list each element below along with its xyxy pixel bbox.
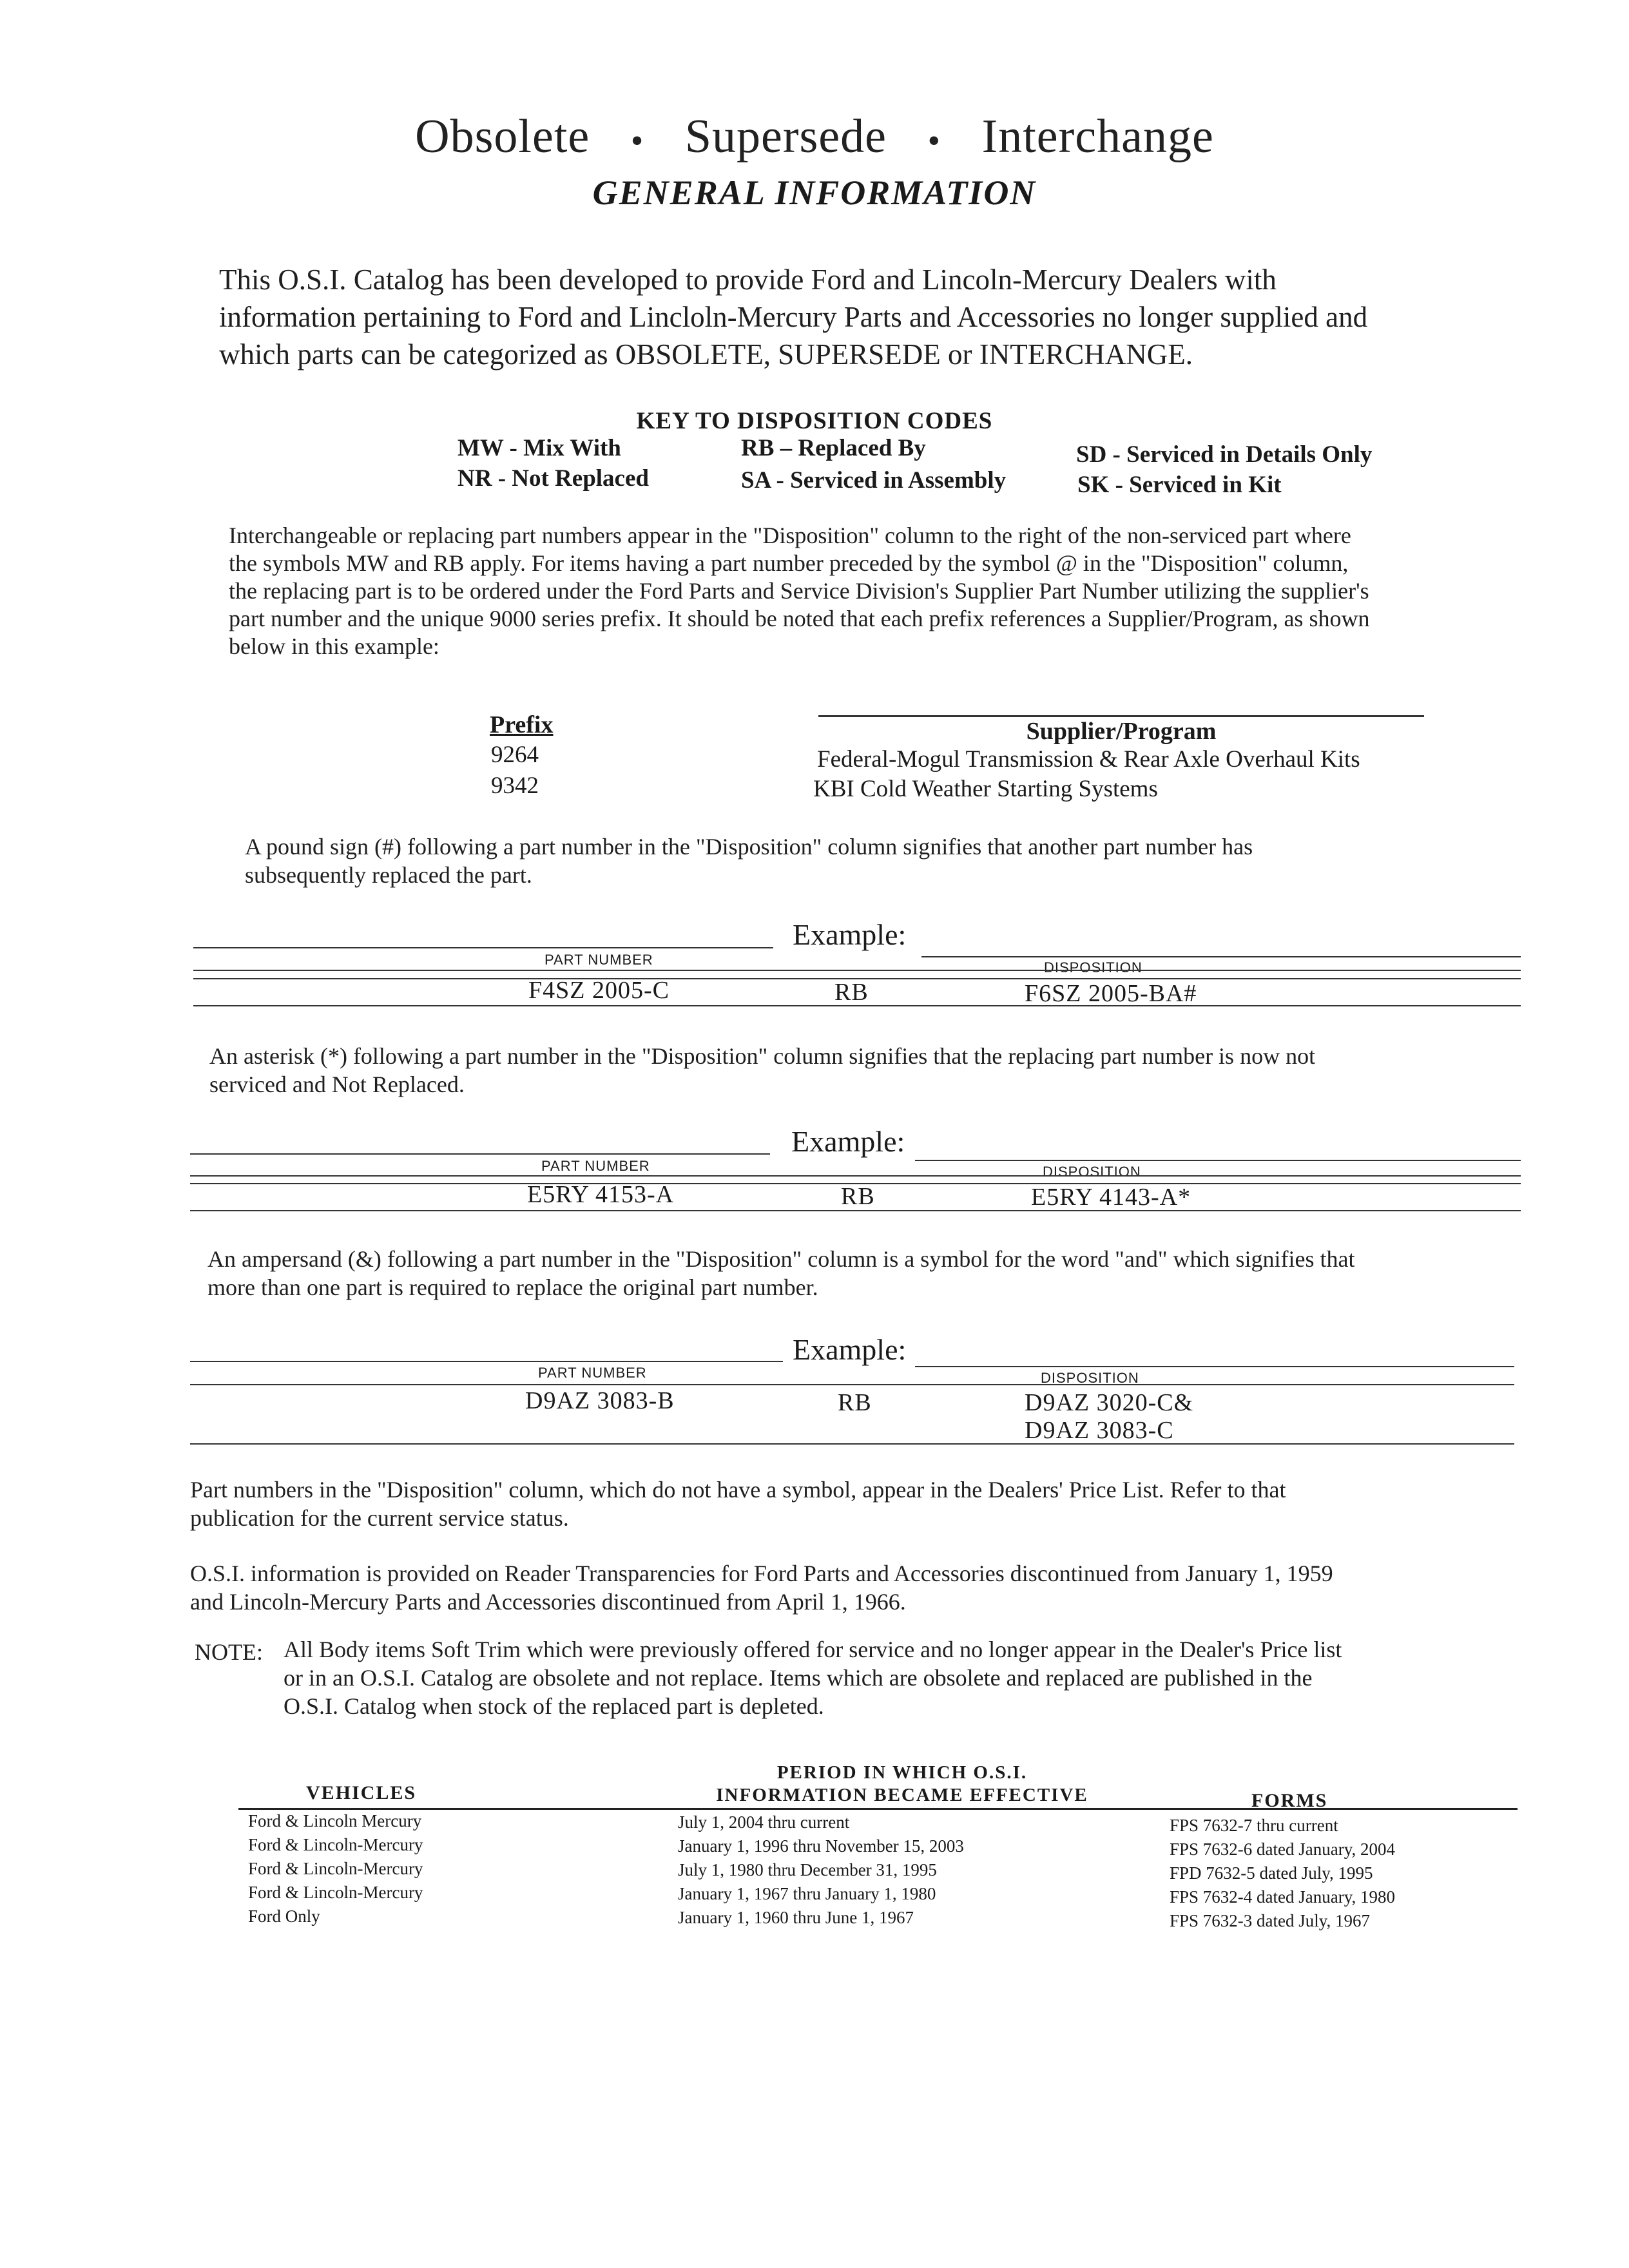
interchange-paragraph [229,522,1556,660]
ampersand-paragraph [207,1245,1548,1302]
pound-line: A pound sign (#) following a part number in the "Disposition" column signifies that another part number has [245,834,1253,860]
form-cell: FPD 7632-5 dated July, 1995 [1170,1863,1373,1883]
intro-line: This O.S.I. Catalog has been developed to provide Ford and Lincoln-Mercury Dealers with [219,264,1277,296]
part-number-label: PART NUMBER [541,1158,650,1174]
interchange-line: part number and the unique 9000 series prefix. It should be noted that each prefix references a Supplier/Program, as shown [229,606,1370,631]
note-label: NOTE: [195,1639,263,1665]
interchange-line: Interchangeable or replacing part numbers appear in the "Disposition" column to the right of the non-serviced part where [229,523,1351,548]
key-code-sa: SA - Serviced in Assembly [741,467,1007,494]
prefix-value: 9264 [491,742,539,768]
interchange-line: below in this example: [229,633,439,659]
disposition-code: RB [834,979,869,1006]
note-line: or in an O.S.I. Catalog are obsolete and not replace. Items which are obsolete and replaced are published in the [284,1665,1313,1691]
forms-header: FORMS [1251,1790,1328,1811]
period-cell: January 1, 1996 thru November 15, 2003 [678,1836,964,1856]
example-rule [193,1005,1521,1006]
form-cell: FPS 7632-7 thru current [1170,1816,1338,1835]
asterisk-line: serviced and Not Replaced. [209,1072,465,1097]
example-rule [190,1384,1514,1385]
title-separator-1: • [630,121,644,162]
note-line: O.S.I. Catalog when stock of the replaced part is depleted. [284,1693,824,1719]
example-title: Example: [791,1125,905,1158]
vehicle-cell: Ford & Lincoln-Mercury [248,1835,423,1854]
example-rule [915,1160,1521,1161]
form-cell: FPS 7632-4 dated January, 1980 [1170,1887,1395,1907]
period-cell: January 1, 1967 thru January 1, 1980 [678,1884,936,1903]
key-code-sd: SD - Serviced in Details Only [1076,441,1373,468]
part-number-label: PART NUMBER [538,1365,647,1381]
title-word-obsolete: Obsolete [415,110,590,163]
disposition-value: D9AZ 3020-C& [1025,1389,1194,1416]
supplier-value: Federal-Mogul Transmission & Rear Axle Overhaul Kits [817,746,1360,773]
supplier-value: KBI Cold Weather Starting Systems [813,776,1158,802]
transparency-line: O.S.I. information is provided on Reader Transparencies for Ford Parts and Accessories discontinued from January 1, 1959 [190,1561,1333,1586]
example-rule [190,1153,770,1155]
disposition-label: DISPOSITION [1044,959,1142,975]
asterisk-paragraph [209,1042,1537,1099]
part-number-value: D9AZ 3083-B [525,1387,675,1414]
intro-paragraph [219,261,1508,373]
disposition-label: DISPOSITION [1043,1164,1141,1180]
key-code-nr: NR - Not Replaced [458,465,649,492]
page-subtitle: GENERAL INFORMATION [592,173,1037,212]
example-rule [190,1361,783,1362]
interchange-line: the symbols MW and RB apply. For items having a part number preceded by the symbol @ in the "Disposition" column, [229,550,1349,576]
pound-line: subsequently replaced the part. [245,862,532,888]
ampersand-line: An ampersand (&) following a part number in the "Disposition" column is a symbol for the word "and" which signifies that [207,1246,1355,1272]
key-title: KEY TO DISPOSITION CODES [636,408,993,434]
interchange-line: the replacing part is to be ordered under the Ford Parts and Service Division's Supplier Part Number utilizing the supplier's [229,578,1369,604]
key-code-rb: RB – Replaced By [741,435,926,461]
key-code-sk: SK - Serviced in Kit [1077,472,1282,498]
example-title: Example: [793,918,907,951]
supplier-program-header: Supplier/Program [818,715,1424,745]
key-code-mw: MW - Mix With [458,435,621,461]
transparency-line: and Lincoln-Mercury Parts and Accessories discontinued from April 1, 1966. [190,1589,906,1615]
example-rule [193,970,1521,971]
example-title: Example: [793,1333,907,1366]
vehicle-cell: Ford & Lincoln-Mercury [248,1859,423,1878]
note-text [284,1635,1540,1720]
disposition-code: RB [841,1183,875,1210]
vehicles-header: VEHICLES [306,1782,417,1803]
vehicle-cell: Ford Only [248,1907,320,1926]
disposition-code: RB [838,1389,872,1416]
pound-sign-paragraph [245,832,1534,889]
vehicle-cell: Ford & Lincoln Mercury [248,1811,422,1831]
disposition-value: D9AZ 3083-C [1025,1417,1174,1444]
form-cell: FPS 7632-3 dated July, 1967 [1170,1911,1371,1930]
period-cell: July 1, 1980 thru December 31, 1995 [678,1860,937,1879]
part-number-label: PART NUMBER [545,952,653,968]
part-number-value: E5RY 4153-A [527,1181,675,1208]
page-title [0,110,1629,164]
period-table-rule [238,1808,1518,1810]
example-rule [915,1366,1514,1367]
disposition-label: DISPOSITION [1041,1370,1139,1386]
intro-line: information pertaining to Ford and Lincloln-Mercury Parts and Accessories no longer supplied and [219,301,1368,333]
ampersand-line: more than one part is required to replace the original part number. [207,1274,818,1300]
title-word-supersede: Supersede [684,110,887,163]
example-rule [190,1175,1521,1177]
no-symbol-line: publication for the current service status. [190,1505,569,1531]
disposition-value: E5RY 4143-A* [1031,1184,1191,1211]
no-symbol-paragraph [190,1475,1530,1532]
note-line: All Body items Soft Trim which were previously offered for service and no longer appear in the Dealer's Price list [284,1637,1342,1662]
prefix-value: 9342 [491,773,539,799]
example-rule [193,947,773,948]
no-symbol-line: Part numbers in the "Disposition" column, which do not have a symbol, appear in the Dealers' Price List. Refer to that [190,1477,1286,1503]
example-rule [190,1210,1521,1211]
period-cell: January 1, 1960 thru June 1, 1967 [678,1908,914,1927]
prefix-header: Prefix [490,711,554,738]
transparency-paragraph [190,1559,1530,1616]
period-header-line1: PERIOD IN WHICH O.S.I. [776,1762,1028,1783]
disposition-value: F6SZ 2005-BA# [1025,980,1197,1007]
asterisk-line: An asterisk (*) following a part number in the "Disposition" column signifies that the replacing part number is now not [209,1043,1316,1069]
form-cell: FPS 7632-6 dated January, 2004 [1170,1840,1395,1859]
title-word-interchange: Interchange [981,110,1214,163]
period-header-line2: INFORMATION BECAME EFFECTIVE [716,1785,1088,1805]
part-number-value: F4SZ 2005-C [528,977,670,1004]
period-cell: July 1, 2004 thru current [678,1812,850,1832]
title-separator-2: • [927,121,941,162]
vehicle-cell: Ford & Lincoln-Mercury [248,1883,423,1902]
example-rule [921,956,1521,957]
intro-line: which parts can be categorized as OBSOLETE, SUPERSEDE or INTERCHANGE. [219,338,1193,370]
example-rule [190,1443,1514,1445]
